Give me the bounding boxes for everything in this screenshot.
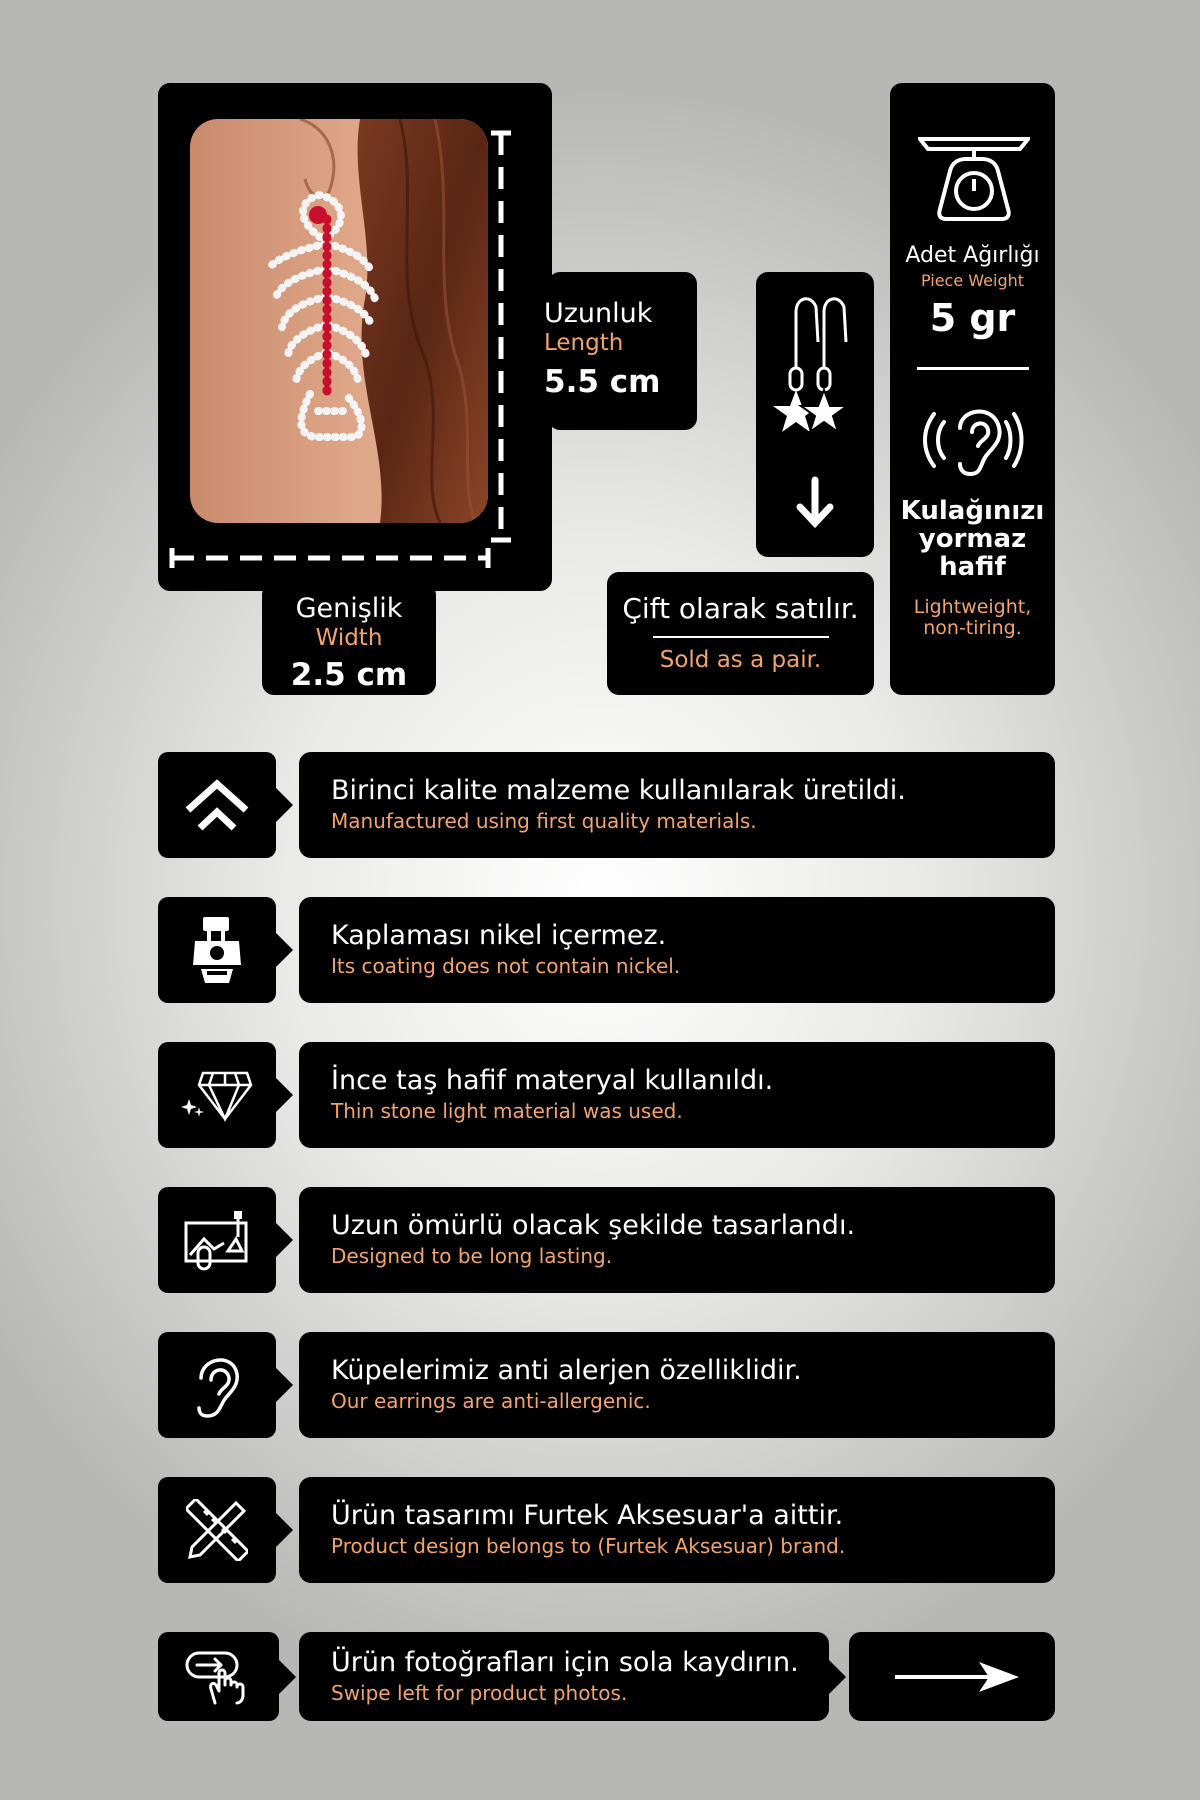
dimension-lines	[158, 83, 552, 591]
feature-3-tr: İnce taş hafif materyal kullanıldı.	[331, 1065, 774, 1096]
feature-5-en: Our earrings are anti-allergenic.	[331, 1389, 651, 1413]
pair-label-en: Sold as a pair.	[659, 647, 822, 673]
feature-2-tr: Kaplaması nikel içermez.	[331, 920, 667, 951]
diamond-icon	[181, 1067, 253, 1123]
weight-label-en: Piece Weight	[920, 271, 1025, 290]
pair-divider	[653, 636, 829, 638]
width-label-en: Width	[315, 625, 383, 651]
feature-4-tr: Uzun ömürlü olacak şekilde tasarlandı.	[331, 1210, 856, 1241]
feature-3-en: Thin stone light material was used.	[331, 1099, 683, 1123]
ear-icon-box	[158, 1332, 276, 1438]
feature-1-tr: Birinci kalite malzeme kullanılarak üretildi.	[331, 775, 906, 806]
feature-4-en: Designed to be long lasting.	[331, 1244, 613, 1268]
feature-2-en: Its coating does not contain nickel.	[331, 954, 681, 978]
length-value: 5.5 cm	[544, 364, 661, 400]
weight-comfort-panel	[890, 83, 1055, 695]
pair-earrings-icon	[756, 272, 874, 557]
feature-row-1	[299, 752, 1055, 858]
feature-6-en: Product design belongs to (Furtek Aksesuar) brand.	[331, 1534, 846, 1558]
quality-chevron-icon	[184, 778, 250, 832]
ear-sound-icon	[920, 398, 1024, 478]
feature-row-5	[299, 1332, 1055, 1438]
comfort-label: Kulağınızı yormaz hafif	[900, 496, 1045, 582]
design-icon-box	[158, 1187, 276, 1293]
arrow-right-icon	[895, 1660, 1019, 1694]
diamond-icon-box	[158, 1042, 276, 1148]
design-rights-icon-box	[158, 1477, 276, 1583]
width-dimension-box	[262, 583, 436, 695]
swipe-hand-icon	[185, 1649, 253, 1705]
nickel-icon-box	[158, 897, 276, 1003]
pencil-ruler-icon	[186, 1499, 248, 1561]
feature-row-4	[299, 1187, 1055, 1293]
feature-1-en: Manufactured using first quality materials.	[331, 809, 757, 833]
feature-row-3	[299, 1042, 1055, 1148]
swipe-icon-box	[158, 1632, 279, 1721]
swipe-arrow-button[interactable]	[849, 1632, 1055, 1721]
feature-6-tr: Ürün tasarımı Furtek Aksesuar'a aittir.	[331, 1500, 844, 1531]
length-label-en: Length	[544, 330, 624, 356]
comfort-label-en: Lightweight, non-tiring.	[913, 596, 1032, 639]
pair-earrings-box	[756, 272, 874, 557]
length-label: Uzunluk	[544, 298, 653, 329]
quality-icon-box	[158, 752, 276, 858]
weight-divider	[917, 367, 1029, 370]
swipe-label-en: Swipe left for product photos.	[331, 1681, 628, 1705]
weight-value: 5 gr	[929, 296, 1016, 340]
swipe-label: Ürün fotoğrafları için sola kaydırın.	[331, 1647, 799, 1678]
width-label: Genişlik	[295, 593, 403, 624]
scale-icon	[918, 135, 1030, 223]
product-photo-panel	[158, 83, 552, 591]
feature-5-tr: Küpelerimiz anti alerjen özelliklidir.	[331, 1355, 802, 1386]
feature-row-2	[299, 897, 1055, 1003]
length-dimension-box	[544, 272, 697, 430]
feature-row-6	[299, 1477, 1055, 1583]
swipe-row	[299, 1632, 829, 1721]
ear-icon	[193, 1352, 241, 1418]
nickel-free-icon	[189, 915, 245, 985]
design-drawing-icon	[184, 1209, 250, 1271]
sold-as-pair-box	[607, 572, 874, 695]
width-value: 2.5 cm	[290, 657, 408, 693]
weight-label: Adet Ağırlığı	[905, 243, 1040, 268]
pair-label: Çift olarak satılır.	[622, 592, 859, 625]
